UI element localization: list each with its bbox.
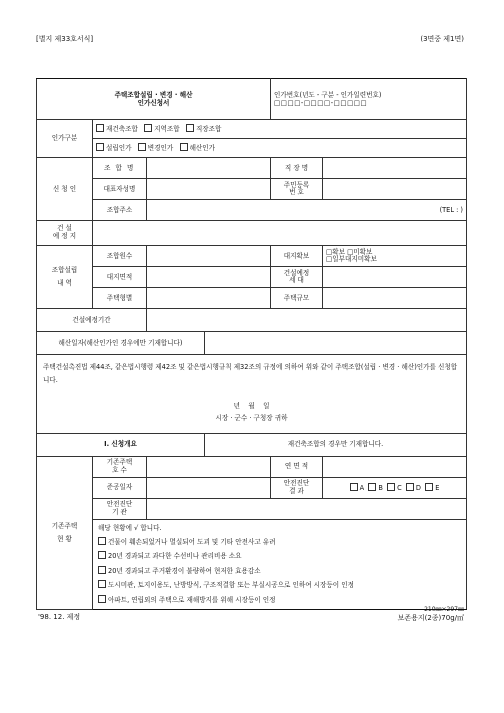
grade-e[interactable]: E: [425, 484, 439, 492]
planned-units-field[interactable]: [323, 267, 467, 288]
section1-title: Ⅰ. 신청개요: [37, 433, 205, 456]
land-area-field[interactable]: [147, 267, 271, 288]
floor-area-field[interactable]: [323, 456, 467, 477]
addressee: 시장 · 군수 · 구청장 귀하: [215, 414, 288, 423]
union-name-label: 조 합 명: [93, 158, 147, 179]
permit-number-label: 인가번호(년도 - 구분 - 인가일련번호): [274, 90, 382, 99]
condition-option-3[interactable]: 20년 경과되고 주거환경이 불량하여 현저한 효용감소: [98, 564, 461, 579]
housing-scale-label: 주택규모: [271, 288, 323, 309]
summary-label: 조합설립 내 역: [37, 246, 93, 309]
grade-d[interactable]: D: [406, 484, 421, 492]
paper-type: 보존용지(2종)70g/㎡: [397, 614, 464, 622]
auth-type-label: 인가구분: [37, 120, 93, 158]
existing-label: 기존주택 현 황: [37, 456, 93, 610]
condition-option-5[interactable]: 아파트, 연립외의 주택으로 재해방지를 위해 시장등이 인정: [98, 593, 461, 608]
title-line2: 인가신청서: [137, 99, 170, 107]
union-name-field[interactable]: [147, 158, 271, 179]
house-count-label: 기존주택 호 수: [93, 456, 147, 477]
title-line1: 주택조합설립 · 변경 · 해산: [114, 90, 193, 99]
safety-grade-options: [323, 477, 467, 498]
housing-type-field[interactable]: [147, 288, 271, 309]
applicant-label: 신 청 인: [37, 158, 93, 221]
resident-no-field[interactable]: [323, 179, 467, 200]
checkbox-change[interactable]: 변경인가: [138, 144, 173, 152]
grade-c[interactable]: C: [387, 484, 402, 492]
site-label: 건 설 예 정 지: [37, 221, 93, 246]
checkbox-establish[interactable]: 설립인가: [96, 144, 131, 152]
house-count-field[interactable]: [147, 456, 271, 477]
page-indicator: (3면중 제1면): [420, 35, 464, 43]
condition-option-2[interactable]: 20년 경과되고 과다한 수선비나 관리비용 소요: [98, 549, 461, 564]
auth-type-row2: [93, 139, 467, 158]
permit-number-cell: [271, 79, 467, 120]
members-label: 조합원수: [93, 246, 147, 267]
checkbox-regional[interactable]: 지역조합: [144, 125, 179, 133]
checkbox-dissolve[interactable]: 해산인가: [180, 144, 215, 152]
section1-note: 재건축조합의 경우만 기재합니다.: [205, 433, 467, 456]
declaration-text: 주택건설촉진법 제44조, 같은법시행령 제42조 및 같은법시행규칙 제32조의 규정에 의하여 위와 같이 주택조합(설립 · 변경 · 해산)인가를 신청합니다.: [43, 363, 458, 384]
condition-checklist: [93, 519, 467, 610]
safety-result-label: 안전진단 결 과: [271, 477, 323, 498]
union-address-field[interactable]: [147, 200, 467, 221]
land-secured-options[interactable]: [323, 246, 467, 267]
checkbox-workplace[interactable]: 직장조합: [186, 125, 221, 133]
site-field[interactable]: [93, 221, 467, 246]
checklist-heading: 해당 현황에 √ 합니다.: [98, 523, 162, 532]
dissolution-label: 해산일자(해산인가인 경우에만 기재합니다): [37, 332, 205, 355]
declaration-block: [37, 355, 467, 434]
form-title: [37, 79, 271, 120]
condition-option-1[interactable]: 건물이 훼손되었거나 멸실되어 도괴 및 기타 안전사고 유려: [98, 535, 461, 550]
workplace-field[interactable]: [323, 158, 467, 179]
auth-type-row1: [93, 120, 467, 139]
land-secured-opt1[interactable]: □확보 □미확보: [326, 247, 373, 256]
safety-agency-label: 안전진단 기 관: [93, 498, 147, 519]
housing-scale-field[interactable]: [323, 288, 467, 309]
workplace-label: 직 장 명: [271, 158, 323, 179]
enactment-date: '98. 12. 제정: [38, 613, 81, 621]
union-address-label: 조합주소: [93, 200, 147, 221]
checkbox-reconstruction[interactable]: 재건축조합: [96, 125, 138, 133]
dissolution-field[interactable]: [205, 332, 467, 355]
period-field[interactable]: [147, 309, 467, 332]
grade-b[interactable]: B: [368, 484, 383, 492]
rep-name-field[interactable]: [147, 179, 271, 200]
floor-area-label: 연 면 적: [271, 456, 323, 477]
land-secured-opt2[interactable]: □일부대지미확보: [326, 255, 377, 263]
planned-units-label: 건설예정 세 대: [271, 267, 323, 288]
tel-label: (TEL : ): [439, 205, 464, 214]
completion-date-field[interactable]: [147, 477, 271, 498]
members-field[interactable]: [147, 246, 271, 267]
resident-no-label: 주민등록 번 호: [271, 179, 323, 200]
grade-a[interactable]: A: [350, 484, 365, 492]
land-area-label: 대지면적: [93, 267, 147, 288]
date-line[interactable]: 년 월 일: [233, 402, 270, 411]
rep-name-label: 대표자성명: [93, 179, 147, 200]
permit-number-input[interactable]: □□□□-□□□□-□□□□□: [274, 99, 368, 107]
period-label: 건설예정기간: [37, 309, 147, 332]
housing-type-label: 주택형별: [93, 288, 147, 309]
application-form: [36, 78, 467, 610]
completion-date-label: 준공일자: [93, 477, 147, 498]
paper-size: 210㎜×297㎜: [424, 606, 464, 613]
safety-agency-field[interactable]: [147, 498, 467, 519]
land-secured-label: 대지확보: [271, 246, 323, 267]
form-number: [별지 제33호서식]: [36, 35, 94, 43]
condition-option-4[interactable]: 도시미관, 토지이용도, 난방방식, 구조적결함 또는 부실시공으로 인하여 시장등이 인정: [98, 578, 461, 593]
